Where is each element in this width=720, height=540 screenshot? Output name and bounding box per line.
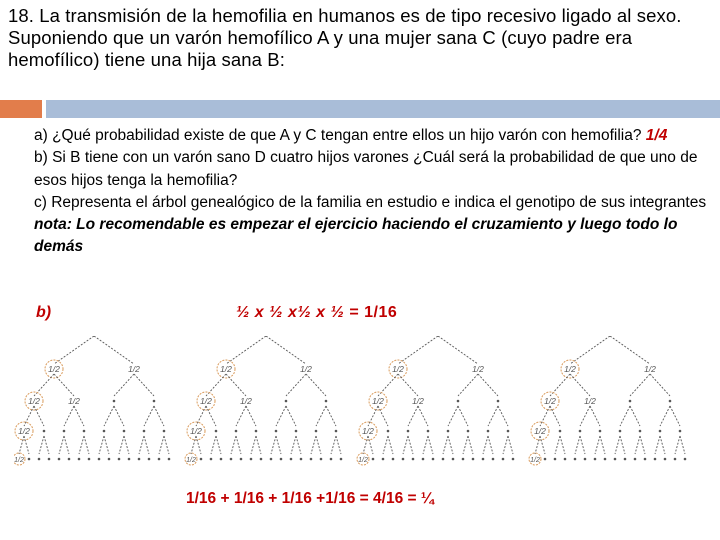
tree-branch <box>226 336 266 364</box>
tree-node-dot <box>427 430 430 433</box>
tree-branch <box>286 406 296 426</box>
tree-node-dot <box>467 430 470 433</box>
tree-branch <box>488 436 493 454</box>
tree-node-dot <box>210 458 213 461</box>
tree-node-dot <box>462 458 465 461</box>
tree-branch <box>670 406 680 426</box>
tree-branch <box>590 406 600 426</box>
tree-node-dot <box>664 458 667 461</box>
tree-branch <box>388 436 393 454</box>
tree-node-dot <box>487 430 490 433</box>
tree-branch <box>216 436 221 454</box>
tree-node-dot <box>43 430 46 433</box>
tree-node-dot <box>78 458 81 461</box>
product-times-1: x <box>254 304 265 321</box>
tree-probability-label: 1/2 <box>190 426 202 436</box>
tree-node-dot <box>300 458 303 461</box>
product-times-2: x <box>287 304 298 321</box>
tree-node-dot <box>28 458 31 461</box>
tree-branch <box>675 436 680 454</box>
tree-branch <box>311 436 316 454</box>
answer-a: 1/4 <box>645 127 668 144</box>
tree-branch <box>458 406 468 426</box>
tree-node-dot <box>559 430 562 433</box>
product-half-3: ½ <box>297 304 312 321</box>
tree-branch <box>630 374 650 396</box>
tree-branch <box>104 406 114 426</box>
tree-node-dot <box>604 458 607 461</box>
tree-branch <box>39 436 44 454</box>
probability-tree-3 <box>357 336 514 465</box>
sum-line: 1/16 + 1/16 + 1/16 +1/16 = 4/16 = ¼ <box>186 490 434 507</box>
tree-branch <box>256 436 261 454</box>
product-result: = 1/16 <box>349 304 398 321</box>
tree-branch <box>398 374 418 396</box>
tree-branch <box>363 436 368 454</box>
tree-branch <box>124 436 129 454</box>
tree-node-dot <box>118 458 121 461</box>
tree-node-dot <box>108 458 111 461</box>
answer-b-label: b) <box>36 304 52 321</box>
tree-branch <box>316 406 326 426</box>
tree-branch <box>154 406 164 426</box>
tree-node-dot <box>392 458 395 461</box>
tree-branch <box>660 406 670 426</box>
tree-branch <box>271 436 276 454</box>
tree-branch <box>478 374 498 396</box>
tree-branch <box>368 406 378 426</box>
tree-branch <box>159 436 164 454</box>
tree-probability-label: 1/2 <box>530 457 540 464</box>
probability-trees-diagram <box>14 336 704 466</box>
tree-probability-label: 1/2 <box>128 364 140 374</box>
question-a-text: a) ¿Qué probabilidad existe de que A y C tengan entre ellos un hijo varón con hemofilia? <box>34 127 642 144</box>
tree-branch <box>508 436 513 454</box>
question-b: b) Si B tiene con un varón sano D cuatro hijos varones ¿Cuál será la probabilidad de que uno de esos hijos tenga la hemofilia? <box>34 149 698 189</box>
tree-branch <box>74 406 84 426</box>
tree-branch <box>580 436 585 454</box>
tree-branch <box>635 436 640 454</box>
product-times-3: x <box>316 304 326 321</box>
tree-probability-label: 1/2 <box>472 364 484 374</box>
tree-branch <box>34 406 44 426</box>
tree-branch <box>418 406 428 426</box>
tree-node-dot <box>275 430 278 433</box>
tree-branch <box>144 406 154 426</box>
tree-probability-label: 1/2 <box>14 457 24 464</box>
tree-node-dot <box>402 458 405 461</box>
questions-block <box>34 125 718 259</box>
question-c: c) Representa el árbol genealógico de la familia en estudio e indica el genotipo de sus integrantes <box>34 193 707 211</box>
tree-probability-label: 1/2 <box>544 396 556 406</box>
tree-node-dot <box>340 458 343 461</box>
tree-node-dot <box>98 458 101 461</box>
tree-node-dot <box>614 458 617 461</box>
tree-node-dot <box>260 458 263 461</box>
tree-branch <box>403 436 408 454</box>
tree-node-dot <box>128 458 131 461</box>
tree-branch <box>463 436 468 454</box>
tree-branch <box>196 406 206 426</box>
tree-probability-label: 1/2 <box>186 457 196 464</box>
tree-node-dot <box>674 458 677 461</box>
tree-node-dot <box>432 458 435 461</box>
tree-probability-label: 1/2 <box>362 426 374 436</box>
tree-probability-label: 1/2 <box>28 396 40 406</box>
tree-branch <box>276 436 281 454</box>
tree-branch <box>483 436 488 454</box>
tree-node-dot <box>482 458 485 461</box>
tree-branch <box>610 336 650 364</box>
tree-branch <box>575 436 580 454</box>
tree-node-dot <box>507 430 510 433</box>
tree-node-dot <box>310 458 313 461</box>
tree-node-dot <box>407 430 410 433</box>
tree-branch <box>59 436 64 454</box>
tree-node-dot <box>447 430 450 433</box>
tree-node-dot <box>579 430 582 433</box>
tree-node-dot <box>619 430 622 433</box>
tree-node-dot <box>270 458 273 461</box>
tree-node-dot <box>290 458 293 461</box>
tree-node-dot <box>220 458 223 461</box>
tree-branch <box>54 336 94 364</box>
tree-branch <box>550 406 560 426</box>
tree-node-dot <box>240 458 243 461</box>
tree-branch <box>630 406 640 426</box>
tree-branch <box>144 436 149 454</box>
tree-branch <box>383 436 388 454</box>
tree-branch <box>498 406 508 426</box>
tree-branch <box>236 406 246 426</box>
tree-branch <box>620 406 630 426</box>
tree-branch <box>44 436 49 454</box>
tree-branch <box>535 436 540 454</box>
tree-branch <box>560 436 565 454</box>
tree-probability-label: 1/2 <box>412 396 424 406</box>
tree-branch <box>251 436 256 454</box>
tree-node-dot <box>330 458 333 461</box>
tree-probability-label: 1/2 <box>358 457 368 464</box>
tree-node-dot <box>639 430 642 433</box>
tree-node-dot <box>285 400 288 403</box>
tree-node-dot <box>634 458 637 461</box>
tree-branch <box>84 436 89 454</box>
tree-branch <box>64 406 74 426</box>
tree-node-dot <box>335 430 338 433</box>
tree-node-dot <box>659 430 662 433</box>
tree-node-dot <box>83 430 86 433</box>
tree-branch <box>655 436 660 454</box>
tree-branch <box>443 436 448 454</box>
tree-branch <box>660 436 665 454</box>
tree-branch <box>368 436 373 454</box>
tree-branch <box>139 436 144 454</box>
accent-bar-orange <box>0 100 42 118</box>
tree-probability-label: 1/2 <box>644 364 656 374</box>
tree-branch <box>640 436 645 454</box>
question-a <box>34 125 718 147</box>
tree-node-dot <box>644 458 647 461</box>
tree-node-dot <box>654 458 657 461</box>
tree-node-dot <box>412 458 415 461</box>
tree-node-dot <box>163 430 166 433</box>
tree-node-dot <box>158 458 161 461</box>
tree-node-dot <box>422 458 425 461</box>
tree-node-dot <box>280 458 283 461</box>
tree-branch <box>19 436 24 454</box>
tree-node-dot <box>148 458 151 461</box>
tree-branch <box>64 436 69 454</box>
tree-probability-label: 1/2 <box>18 426 30 436</box>
tree-node-dot <box>48 458 51 461</box>
tree-node-dot <box>63 430 66 433</box>
tree-node-dot <box>58 458 61 461</box>
tree-branch <box>316 436 321 454</box>
tree-node-dot <box>457 400 460 403</box>
tree-node-dot <box>295 430 298 433</box>
probability-tree-2 <box>185 336 342 465</box>
tree-branch <box>196 436 201 454</box>
tree-branch <box>570 374 590 396</box>
tree-branch <box>211 436 216 454</box>
answer-b-product <box>236 304 397 322</box>
tree-branch <box>595 436 600 454</box>
tree-branch <box>24 436 29 454</box>
product-half-4: ½ <box>330 304 345 321</box>
tree-node-dot <box>452 458 455 461</box>
tree-node-dot <box>250 458 253 461</box>
tree-node-dot <box>153 400 156 403</box>
tree-branch <box>164 436 169 454</box>
tree-branch <box>336 436 341 454</box>
tree-node-dot <box>38 458 41 461</box>
tree-node-dot <box>497 400 500 403</box>
tree-node-dot <box>679 430 682 433</box>
tree-node-dot <box>113 400 116 403</box>
tree-branch <box>54 374 74 396</box>
probability-tree-4 <box>529 336 686 465</box>
tree-probability-label: 1/2 <box>392 364 404 374</box>
tree-branch <box>428 436 433 454</box>
tree-node-dot <box>584 458 587 461</box>
accent-bar-blue <box>46 100 720 118</box>
tree-branch <box>226 374 246 396</box>
tree-node-dot <box>200 458 203 461</box>
tree-branch <box>398 336 438 364</box>
tree-node-dot <box>103 430 106 433</box>
tree-branch <box>615 436 620 454</box>
tree-branch <box>99 436 104 454</box>
tree-branch <box>378 406 388 426</box>
tree-node-dot <box>315 430 318 433</box>
tree-node-dot <box>624 458 627 461</box>
tree-branch <box>580 406 590 426</box>
tree-branch <box>191 436 196 454</box>
tree-node-dot <box>88 458 91 461</box>
tree-branch <box>79 436 84 454</box>
tree-branch <box>276 406 286 426</box>
tree-branch <box>104 436 109 454</box>
tree-branch <box>468 436 473 454</box>
tree-branch <box>408 406 418 426</box>
tree-branch <box>570 336 610 364</box>
tree-branch <box>438 336 478 364</box>
tree-probability-label: 1/2 <box>240 396 252 406</box>
tree-branch <box>236 436 241 454</box>
tree-branch <box>134 374 154 396</box>
tree-probability-label: 1/2 <box>564 364 576 374</box>
tree-branch <box>458 374 478 396</box>
tree-node-dot <box>372 458 375 461</box>
tree-branch <box>296 436 301 454</box>
tree-node-dot <box>138 458 141 461</box>
tree-branch <box>114 406 124 426</box>
tree-probability-label: 1/2 <box>584 396 596 406</box>
tree-branch <box>408 436 413 454</box>
tree-node-dot <box>320 458 323 461</box>
tree-node-dot <box>594 458 597 461</box>
tree-branch <box>266 336 306 364</box>
product-half-1: ½ <box>236 304 250 321</box>
tree-branch <box>488 406 498 426</box>
tree-probability-label: 1/2 <box>300 364 312 374</box>
tree-node-dot <box>512 458 515 461</box>
tree-node-dot <box>168 458 171 461</box>
tree-branch <box>306 374 326 396</box>
tree-node-dot <box>599 430 602 433</box>
probability-tree-1 <box>14 336 170 465</box>
question-title: 18. La transmisión de la hemofilia en humanos es de tipo recesivo ligado al sexo. Suponiendo que un varón hemofílico A y una mujer sana C (cuyo padre era hemofílico) tiene una hija sana B: <box>8 5 682 70</box>
tree-node-dot <box>123 430 126 433</box>
tree-node-dot <box>68 458 71 461</box>
tree-branch <box>206 406 216 426</box>
tree-branch <box>448 436 453 454</box>
tree-branch <box>600 436 605 454</box>
tree-node-dot <box>215 430 218 433</box>
tree-branch <box>650 374 670 396</box>
note: nota: Lo recomendable es empezar el ejercicio haciendo el cruzamiento y luego todo lo demás <box>34 216 678 256</box>
tree-node-dot <box>442 458 445 461</box>
tree-probability-label: 1/2 <box>68 396 80 406</box>
tree-node-dot <box>684 458 687 461</box>
tree-probability-label: 1/2 <box>220 364 232 374</box>
tree-branch <box>119 436 124 454</box>
tree-node-dot <box>574 458 577 461</box>
tree-node-dot <box>143 430 146 433</box>
tree-branch <box>231 436 236 454</box>
tree-node-dot <box>544 458 547 461</box>
tree-probability-label: 1/2 <box>200 396 212 406</box>
tree-branch <box>331 436 336 454</box>
tree-node-dot <box>472 458 475 461</box>
tree-branch <box>620 436 625 454</box>
tree-branch <box>503 436 508 454</box>
tree-node-dot <box>325 400 328 403</box>
tree-branch <box>94 336 134 364</box>
tree-node-dot <box>387 430 390 433</box>
tree-probability-label: 1/2 <box>48 364 60 374</box>
tree-node-dot <box>564 458 567 461</box>
tree-node-dot <box>492 458 495 461</box>
tree-branch <box>680 436 685 454</box>
tree-node-dot <box>629 400 632 403</box>
tree-branch <box>423 436 428 454</box>
tree-node-dot <box>554 458 557 461</box>
tree-branch <box>246 406 256 426</box>
tree-node-dot <box>255 430 258 433</box>
tree-node-dot <box>502 458 505 461</box>
tree-branch <box>540 406 550 426</box>
tree-branch <box>448 406 458 426</box>
tree-branch <box>326 406 336 426</box>
tree-branch <box>24 406 34 426</box>
tree-node-dot <box>230 458 233 461</box>
tree-node-dot <box>235 430 238 433</box>
tree-probability-label: 1/2 <box>372 396 384 406</box>
tree-branch <box>286 374 306 396</box>
tree-branch <box>291 436 296 454</box>
product-half-2: ½ <box>269 304 283 321</box>
tree-probability-label: 1/2 <box>534 426 546 436</box>
tree-branch <box>114 374 134 396</box>
tree-branch <box>555 436 560 454</box>
tree-node-dot <box>382 458 385 461</box>
tree-node-dot <box>669 400 672 403</box>
tree-branch <box>540 436 545 454</box>
